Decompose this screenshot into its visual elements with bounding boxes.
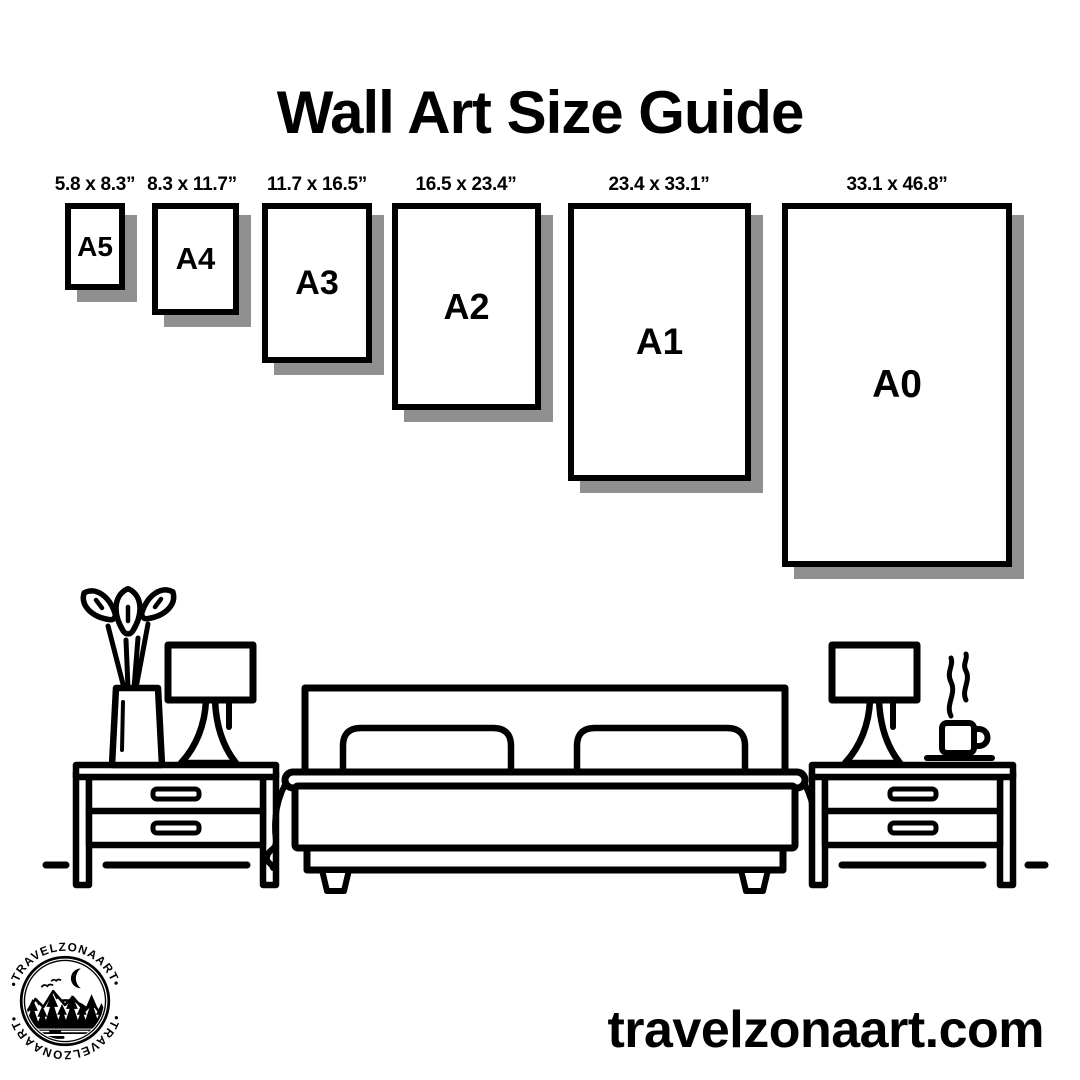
table-lamp-icon [168,645,253,763]
size-dimensions-a2: 16.5 x 23.4” [415,174,517,195]
table-lamp-icon [832,645,917,763]
paper-size-a2-label: A2 [443,285,490,327]
nightstand-icon [76,765,276,885]
bed-icon [267,688,823,891]
coffee-cup-icon [927,654,992,758]
size-dimensions-a1: 23.4 x 33.1” [608,174,710,195]
paper-size-a0 [782,203,1012,567]
paper-size-a4-label: A4 [175,241,216,276]
logo-text-top: •TRAVELZONAART• [6,939,124,989]
plant-vase-icon [77,584,179,765]
size-dimensions-a5: 5.8 x 8.3” [54,174,136,195]
paper-size-a0-label: A0 [872,363,922,406]
paper-size-a4 [152,203,239,315]
size-dimensions-a4: 8.3 x 11.7” [147,174,237,195]
paper-size-a2 [392,203,541,410]
paper-size-a3-label: A3 [295,263,339,302]
paper-size-a5-label: A5 [77,230,113,262]
logo-badge-icon [2,938,128,1064]
paper-size-a1 [568,203,751,481]
size-dimensions-a3: 11.7 x 16.5” [267,174,367,195]
paper-size-a1-label: A1 [635,321,684,362]
crescent-moon-icon [71,969,81,989]
page-title: Wall Art Size Guide [276,79,804,147]
logo-text-bottom: •TRAVELZONAART• [6,1013,124,1063]
paper-size-a3 [262,203,372,363]
nightstand-icon [812,765,1013,885]
paper-size-a5 [65,203,125,290]
bedroom-illustration [30,580,1050,900]
website-url: travelzonaart.com [607,1001,1044,1059]
size-dimensions-a0: 33.1 x 46.8” [846,174,948,195]
